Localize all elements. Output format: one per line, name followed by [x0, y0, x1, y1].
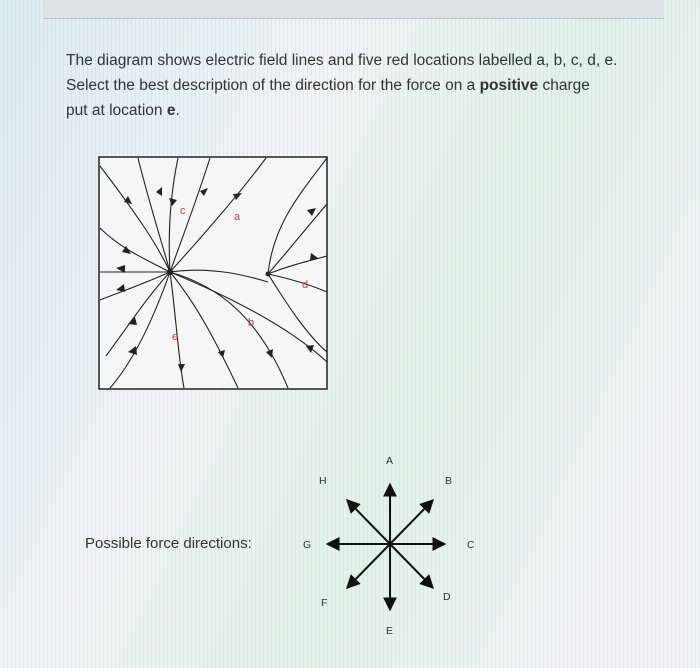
location-e-label: e — [172, 331, 179, 343]
direction-d-label: D — [443, 591, 451, 603]
location-a-label: a — [234, 211, 241, 223]
arrow-f — [347, 544, 390, 588]
question-text — [66, 48, 646, 123]
arrow-b — [390, 500, 433, 544]
direction-b-label: B — [445, 475, 453, 487]
direction-h-label: H — [319, 475, 327, 487]
direction-c-label: C — [467, 539, 475, 551]
electric-field-diagram — [98, 156, 328, 390]
arrow-h — [347, 500, 390, 544]
second-charge — [266, 272, 271, 277]
location-d-label: d — [302, 279, 309, 291]
direction-a-label: A — [386, 455, 394, 467]
direction-g-label: G — [303, 539, 312, 551]
direction-f-label: F — [321, 597, 328, 609]
direction-e-label: E — [386, 625, 394, 637]
question-line-3: put at location e. — [66, 102, 180, 119]
arrow-d — [390, 544, 433, 588]
location-b-label: b — [248, 317, 255, 329]
question-line-1: The diagram shows electric field lines and five red locations labelled a, b, c, d, e. — [66, 52, 618, 69]
force-direction-compass — [295, 448, 495, 638]
top-divider — [44, 0, 664, 19]
question-line-2: Select the best description of the direction for the force on a positive charge — [66, 77, 590, 94]
location-c-label: c — [180, 205, 186, 217]
possible-directions-label: Possible force directions: — [85, 535, 252, 552]
source-charge — [167, 269, 173, 275]
